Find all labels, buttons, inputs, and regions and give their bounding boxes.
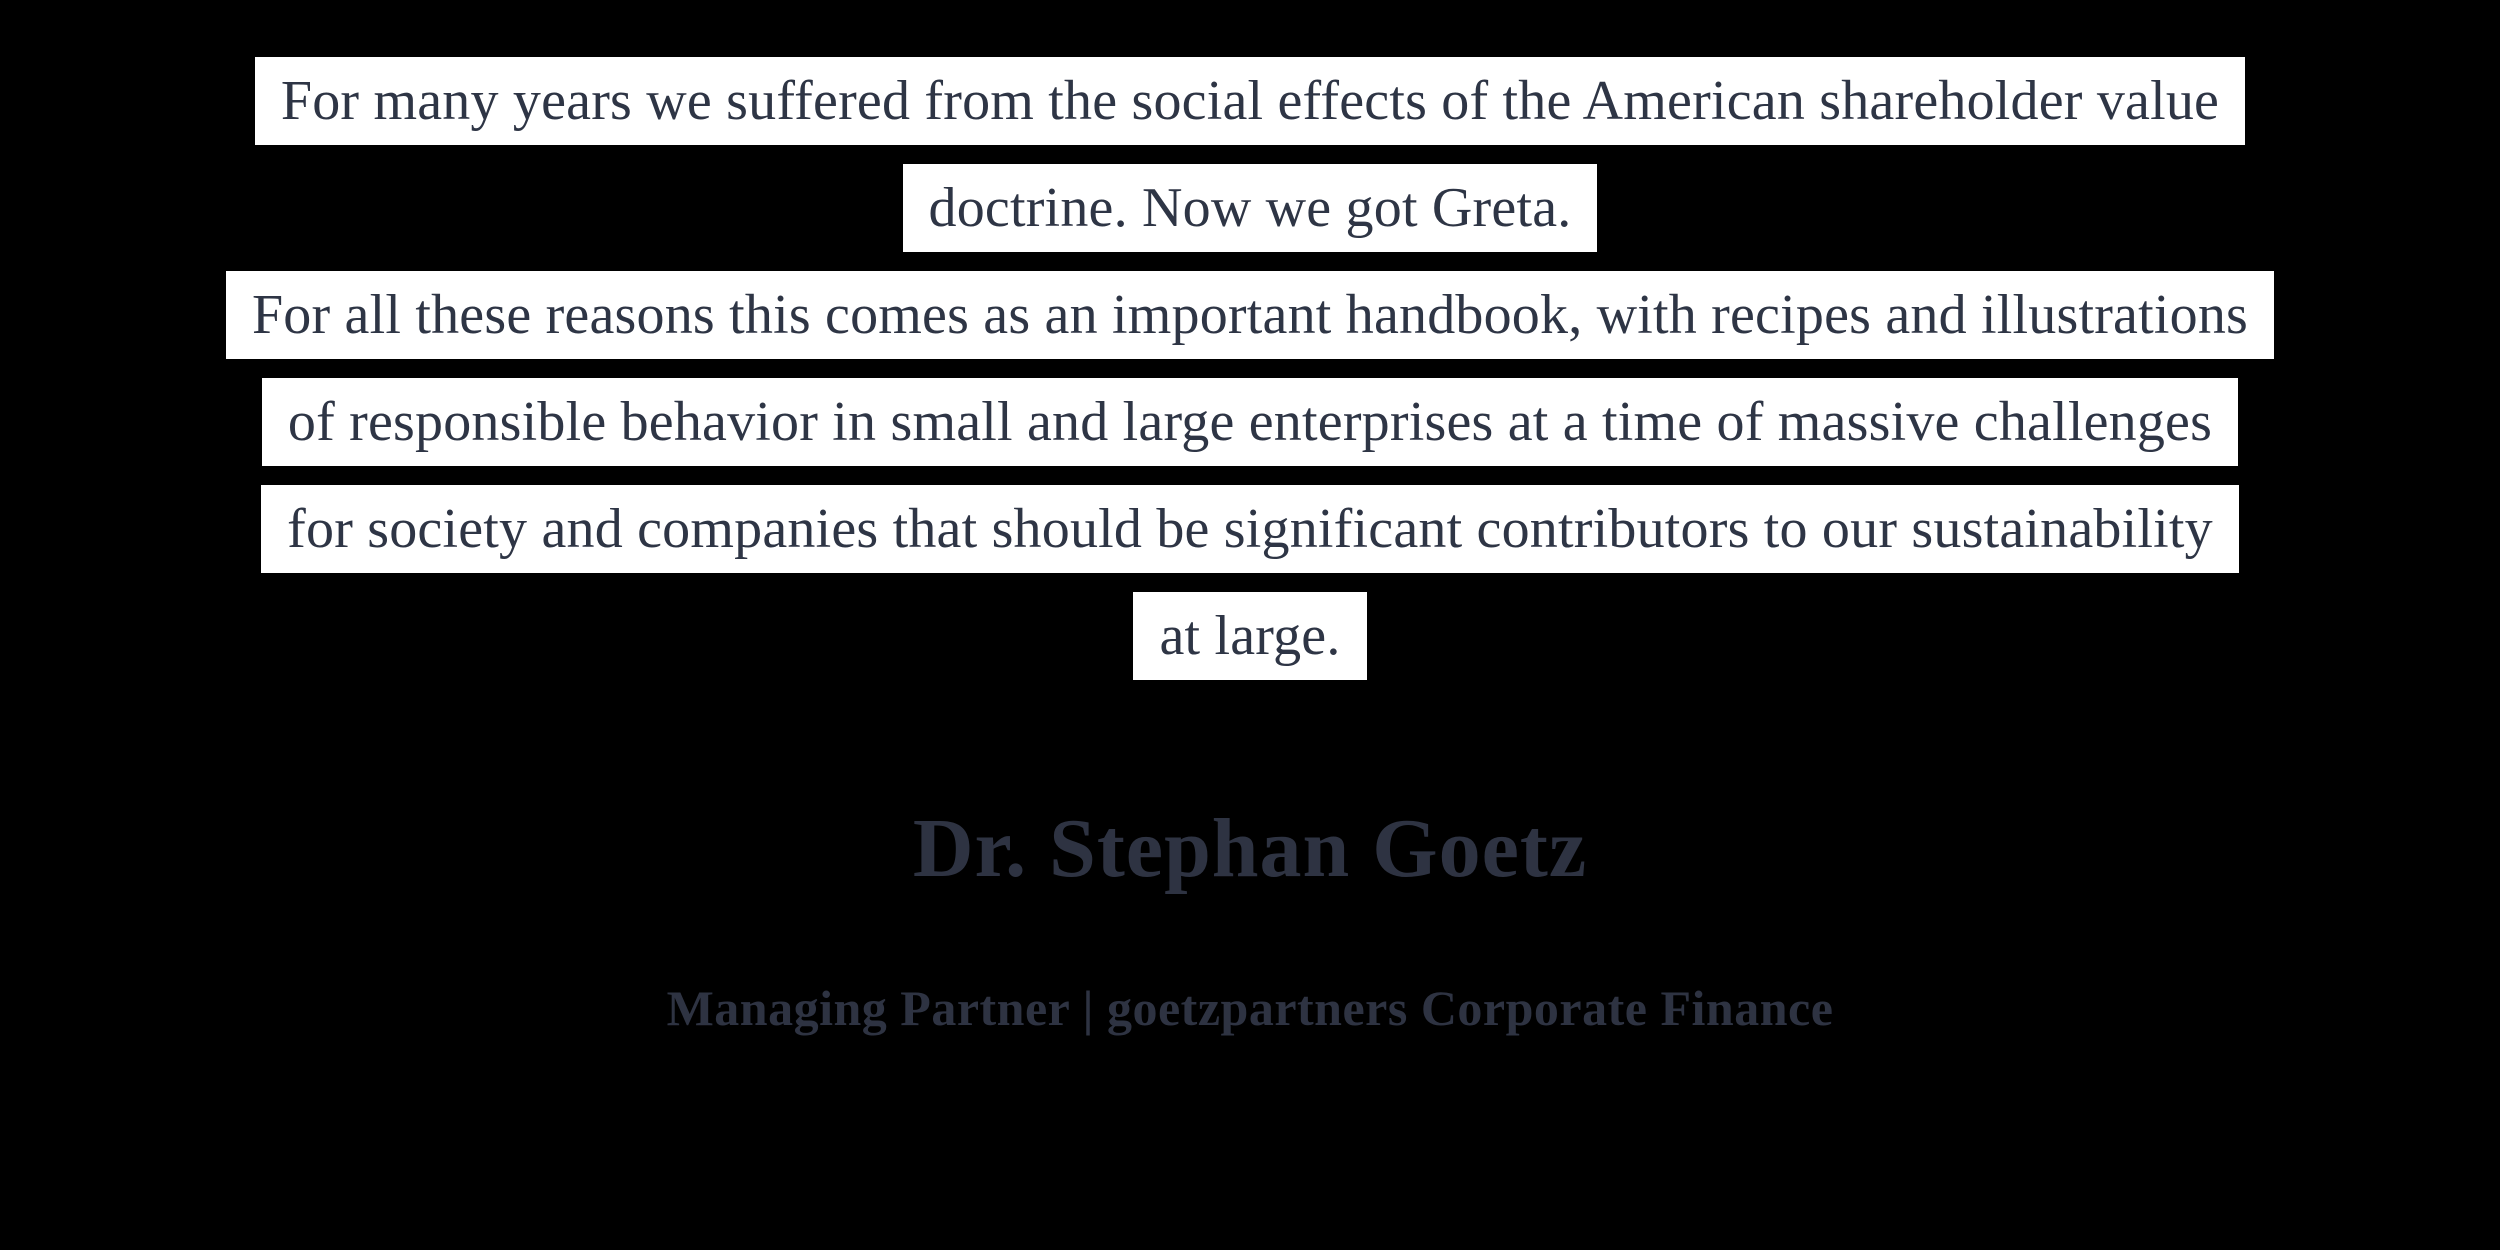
quote-line-4-text: of responsible behavior in small and large enterprises at a time of massive challenges [262, 378, 2238, 466]
testimonial-author-role: Managing Partner | goetzpartners Corporate Finance [666, 980, 1834, 1036]
quote-line-6-text: at large. [1133, 592, 1366, 680]
quote-line-5-text: for society and companies that should be significant contributors to our sustainability [261, 485, 2239, 573]
quote-line-5 [0, 485, 2500, 573]
testimonial-author-name: Dr. Stephan Goetz [912, 802, 1588, 895]
quote-line-1-text: For many years we suffered from the social effects of the American shareholder value [255, 57, 2245, 145]
quote-line-3 [0, 271, 2500, 359]
quote-line-2 [0, 164, 2500, 252]
quote-line-4 [0, 378, 2500, 466]
quote-line-1 [0, 57, 2500, 145]
testimonial-quote [0, 57, 2500, 680]
quote-line-2-text: doctrine. Now we got Greta. [903, 164, 1598, 252]
quote-line-6 [0, 592, 2500, 680]
quote-line-3-text: For all these reasons this comes as an important handbook, with recipes and illustrations [226, 271, 2274, 359]
